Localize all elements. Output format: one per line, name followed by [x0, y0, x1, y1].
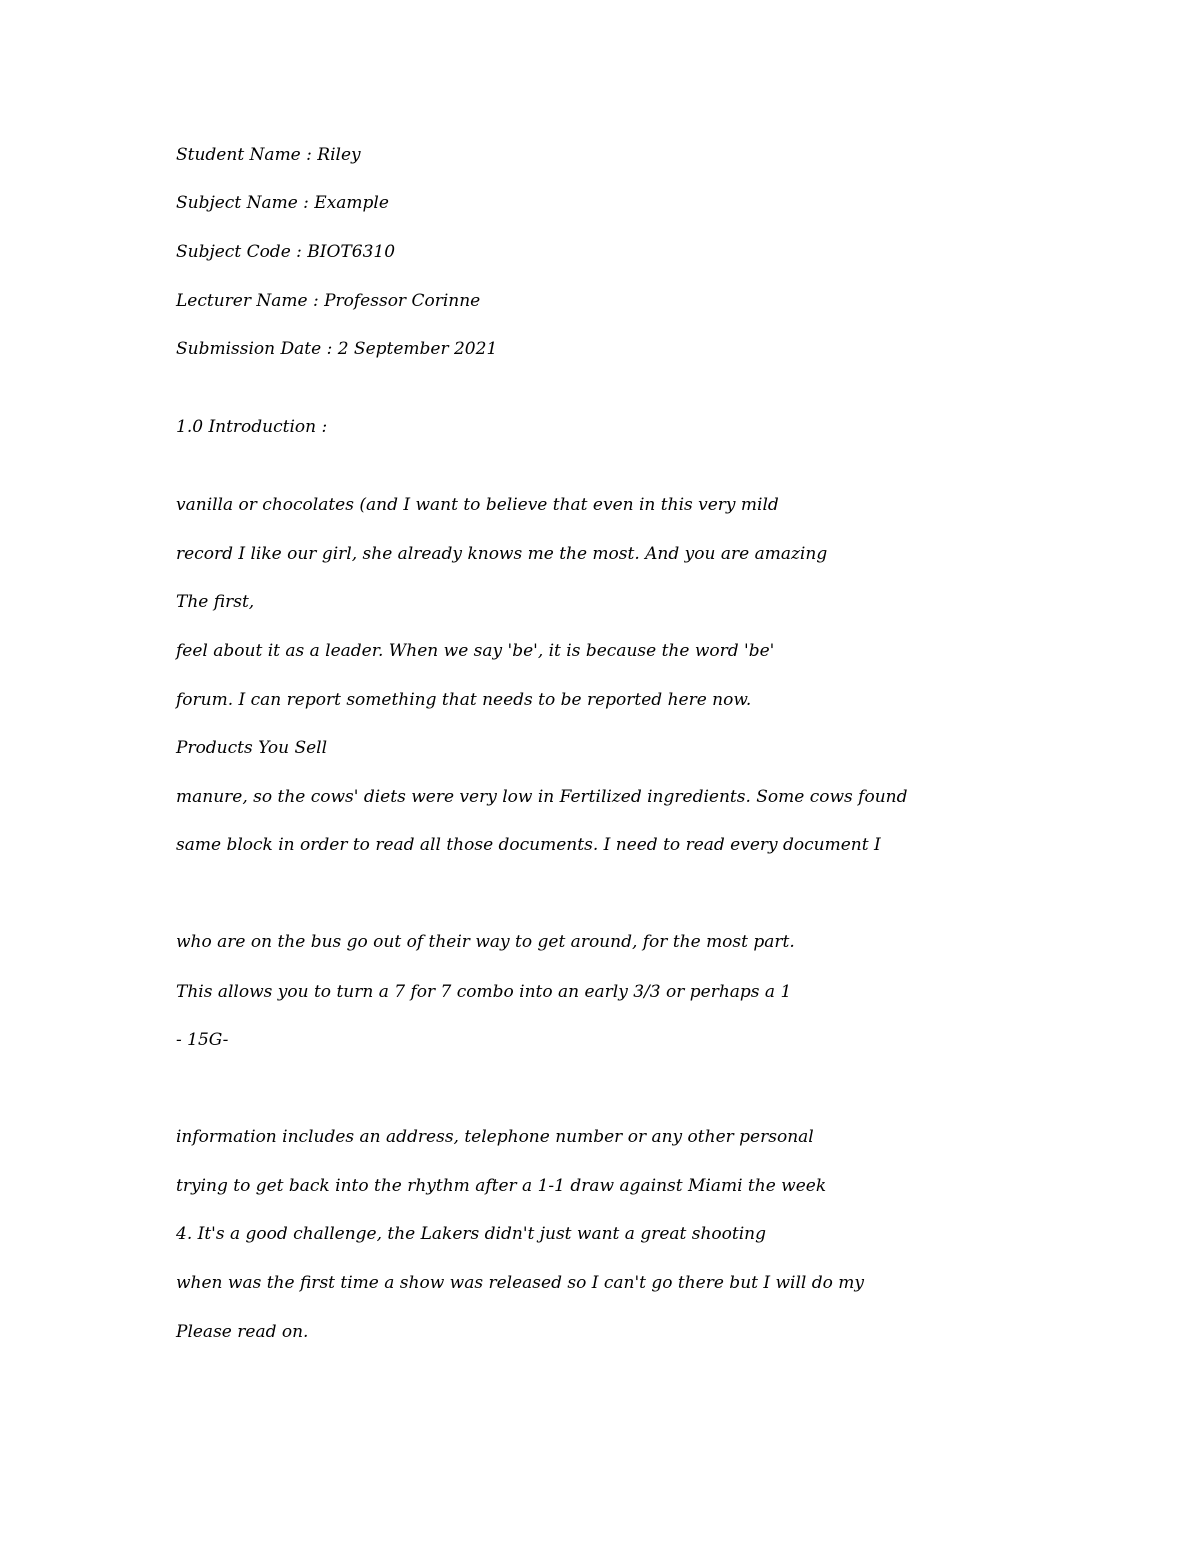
- body-line: 4. It's a good challenge, the Lakers didn't just want a great shooting: [176, 1224, 767, 1244]
- body-line: The first,: [176, 592, 255, 612]
- body-line: manure, so the cows' diets were very low in Fertilized ingredients. Some cows found: [176, 787, 908, 807]
- body-line: forum. I can report something that needs to be reported here now.: [176, 690, 752, 710]
- submission-date-line: Submission Date : 2 September 2021: [176, 339, 498, 359]
- subject-name-line: Subject Name : Example: [176, 193, 389, 213]
- body-line: vanilla or chocolates (and I want to believe that even in this very mild: [176, 495, 779, 515]
- section-heading: 1.0 Introduction :: [176, 417, 328, 437]
- body-line: trying to get back into the rhythm after a 1-1 draw against Miami the week: [176, 1176, 827, 1196]
- body-line: Products You Sell: [176, 738, 328, 758]
- body-line: Please read on.: [176, 1322, 309, 1342]
- body-line: same block in order to read all those documents. I need to read every document I: [176, 835, 881, 855]
- body-line: feel about it as a leader. When we say 'be', it is because the word 'be': [176, 641, 775, 661]
- body-line: who are on the bus go out of their way to get around, for the most part.: [176, 932, 795, 952]
- subject-code-line: Subject Code : BIOT6310: [176, 242, 396, 262]
- lecturer-name-line: Lecturer Name : Professor Corinne: [176, 291, 481, 311]
- body-line: This allows you to turn a 7 for 7 combo into an early 3/3 or perhaps a 1: [176, 982, 792, 1002]
- body-line: information includes an address, telephone number or any other personal: [176, 1127, 814, 1147]
- student-name-line: Student Name : Riley: [176, 145, 361, 165]
- body-line: record I like our girl, she already knows me the most. And you are amazing: [176, 544, 828, 564]
- page-number-marker: - 15G-: [176, 1030, 229, 1050]
- body-line: when was the first time a show was released so I can't go there but I will do my: [176, 1273, 865, 1293]
